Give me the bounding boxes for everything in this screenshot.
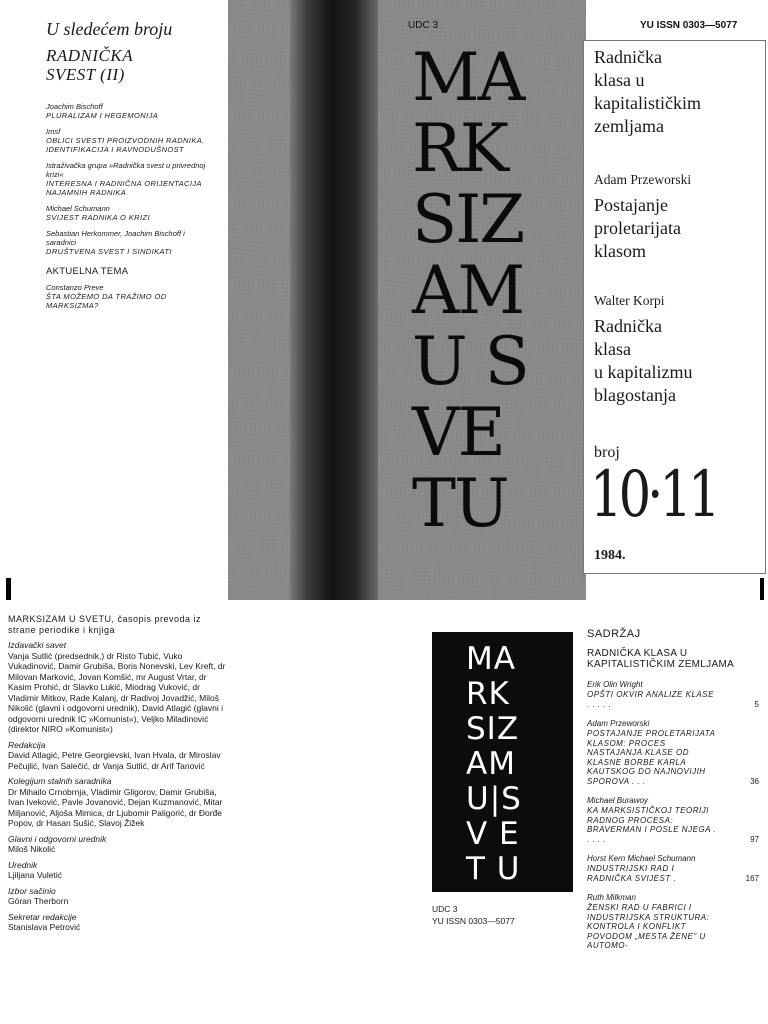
entry-author: Erik Olin Wright [587, 680, 643, 689]
entry-author: Michael Schumann [46, 204, 110, 213]
entry-author: Sebastian Herkommer, Joachim Bischoff i saradnici [46, 229, 185, 247]
entry-author: Michael Burawoy [587, 796, 648, 805]
issue-label: broj [594, 444, 620, 461]
small-cover-line: T U [466, 851, 521, 887]
article-title-line: klasom [594, 241, 646, 261]
article-title-line: blagostanja [594, 385, 676, 405]
entry-title: ŽENSKI RAD U FABRICI I INDUSTRIJSKA STRUKTURA: KONTROLA I KONFLIKT POVODOM „MESTA ŽENE" U AUTOMO- [587, 903, 710, 950]
cover-spine-shadow [290, 0, 378, 600]
small-cover-udc: UDC 3 [432, 904, 458, 914]
article-title-line: Postajanje [594, 195, 668, 215]
cover-title-line: MA [412, 39, 524, 116]
masthead-text: Vanja Sutlić (predsednik,) dr Risto Tubić, Vuko Vukadinović, Damir Grubiša, Boris Nonevski, Lev Kreft, dr Milovan Marković, Jovan Komšić, mr August Vrtar, dr Kasim Prohić, dr Slavko Lukić, Miodrag Vuković, dr Vladimir Mitkov, Rade Kalanj, dr Radivoj Jovadžić, Miloš Nikolić (glavni i odgovorni urednik), David Atlagić (glavni i odgovorni urednik IC »Komunist«), Veljko Miladinović (direktor NIRO »Komunist«) [8, 650, 226, 734]
masthead-label: Izbor sačinio [8, 885, 56, 896]
entry-title: INTERESNA I RADNIČNA ORIJENTACIJA NAJAMNIH RADNIKA [46, 179, 202, 197]
next-issue-entry [46, 283, 216, 310]
entry-title: POSTAJANJE PROLETARIJATA KLASOM: PROCES NASTAJANJA KLASE OD KLASNE BORBE KARLA KAUTSKOG DO NAJNOVIJIH SPOROVA . . . [587, 729, 716, 786]
masthead-text: Stanislava Petrović [8, 922, 81, 932]
contents-entry [587, 854, 763, 883]
margin-mark [6, 578, 11, 600]
cover-title-line: SIZ [412, 181, 524, 258]
small-cover-line: V E [466, 816, 520, 852]
cover-title-line: RK [412, 110, 507, 187]
contents-entry [587, 893, 763, 951]
small-cover-line: MA [466, 641, 516, 677]
masthead-label: Izdavački savet [8, 640, 67, 650]
cover-info-box [583, 40, 766, 574]
entry-page: 97 [750, 835, 759, 844]
masthead [8, 614, 230, 933]
article-title-line: u kapitalizmu [594, 362, 693, 382]
entry-page: 167 [745, 874, 759, 883]
masthead-label: Urednik [8, 859, 38, 870]
entry-author: Ruth Milkman [587, 893, 636, 902]
small-cover-image [432, 632, 573, 892]
margin-mark [760, 578, 764, 600]
issue-number: 10·11 [590, 458, 717, 532]
next-issue-title-2: SVEST (II) [46, 65, 125, 84]
article-title-line: zemljama [594, 116, 664, 136]
entry-title: ŠTA MOŽEMO DA TRAŽIMO OD MARKSIZMA? [46, 292, 167, 310]
next-issue-section-heading: AKTUELNA TEMA [46, 266, 129, 277]
entry-author: Horst Kern Michael Schumann [587, 854, 696, 863]
next-issue-entry [46, 102, 216, 120]
next-issue-entry [46, 204, 216, 222]
entry-author: Istraživačka grupa »Radnička svest u privrednoj krizi« [46, 161, 206, 179]
entry-title: INDUSTRIJSKI RAD I RADNIČKA SVIJEST . [587, 864, 677, 883]
table-of-contents [587, 628, 763, 961]
masthead-label: Redakcija [8, 739, 46, 750]
masthead-label: Sekretar redakcije [8, 911, 77, 922]
cover-title-line: TU [412, 465, 508, 542]
cover-udc: UDC 3 [408, 20, 439, 31]
article-title-line: kapitalističkim [594, 93, 701, 113]
article-title-line: klasa u [594, 70, 645, 90]
entry-title: KA MARKSISTIČKOJ TEORIJI RADNOG PROCESA: BRAVERMAN I POSLE NJEGA . . . . . [587, 806, 717, 844]
cover-title-line: VE [412, 394, 504, 471]
small-cover-line: U|S [466, 781, 522, 817]
cover-issn: YU ISSN 0303—5077 [640, 20, 738, 31]
issue-year: 1984. [594, 548, 626, 563]
article-title-line: proletarijata [594, 218, 681, 238]
contents-section-heading: RADNIČKA KLASA U KAPITALISTIČKIM ZEMLJAMA [587, 648, 735, 670]
article-title-line: Radnička [594, 47, 662, 67]
masthead-text: Dr Mihailo Crnobrnja, Vladimir Gligorov, Damir Grubiša, Ivan Iveković, Pavle Jovanović, Dejan Kuzmanović, Mitar Miljanović, Aljoša Mimica, dr Ljubomir Paligorić, dr Đorđe Popov, dr Hasan Sušić, Slavoj Žižek [8, 786, 223, 828]
masthead-text: Göran Therborn [8, 896, 69, 906]
masthead-text: Miloš Nikolić [8, 844, 56, 854]
next-issue-entry [46, 127, 216, 154]
next-issue-entry [46, 161, 216, 197]
small-cover-line: AM [466, 746, 516, 782]
contents-heading: SADRŽAJ [587, 628, 641, 640]
entry-page: 36 [750, 777, 759, 786]
article-author: Walter Korpi [594, 293, 665, 308]
entry-author: Adam Przeworski [587, 719, 650, 728]
entry-title: OBLICI SVESTI PROIZVODNIH RADNIKA. IDENTIFIKACIJA I RAVNODUŠNOST [46, 136, 205, 154]
cover-title [412, 39, 560, 542]
masthead-text: David Atlagić, Petre Georgievski, Ivan Hvala, dr Miroslav Pečujlić, Ivan Salečić, dr Vanja Sutlić, dr Arif Tanović [8, 750, 221, 771]
entry-title: PLURALIZAM I HEGEMONIJA [46, 111, 159, 120]
next-issue-list [46, 102, 216, 310]
article-author: Adam Przeworski [594, 172, 692, 187]
entry-title: DRUŠTVENA SVEST I SINDIKATI [46, 247, 172, 256]
small-cover-line: RK [466, 676, 510, 712]
entry-title: SVIJEST RADNIKA O KRIZI [46, 213, 150, 222]
small-cover-line: SIZ [466, 711, 520, 747]
masthead-label: Kolegijum stalnih saradnika [8, 776, 112, 786]
cover-title-line: AM [412, 252, 524, 329]
entry-page: 5 [754, 700, 759, 709]
next-issue-title-1: RADNIČKA [46, 46, 134, 65]
next-issue-entry [46, 229, 216, 256]
article-title-line: Radnička [594, 316, 662, 336]
contents-entry [587, 719, 763, 786]
masthead-text: Ljiljana Vuletić [8, 870, 63, 880]
article-title-line: klasa [594, 339, 631, 359]
next-issue-block [46, 18, 216, 317]
entry-author: Constanzo Preve [46, 283, 104, 292]
entry-title: OPŠTI OKVIR ANALIZE KLASE . . . . . [587, 690, 714, 709]
cover-title-line: U S [412, 323, 528, 400]
entry-author: Imsf [46, 127, 61, 136]
contents-entry [587, 680, 763, 709]
masthead-label: Glavni i odgovorni urednik [8, 833, 107, 844]
small-cover-issn: YU ISSN 0303—5077 [432, 916, 515, 926]
entry-author: Joachim Bischoff [46, 102, 103, 111]
masthead-intro: MARKSIZAM U SVETU, časopis prevoda iz strane periodike i knjiga [8, 614, 202, 635]
next-issue-heading: U sledećem broju [46, 19, 173, 39]
contents-entry [587, 796, 763, 844]
